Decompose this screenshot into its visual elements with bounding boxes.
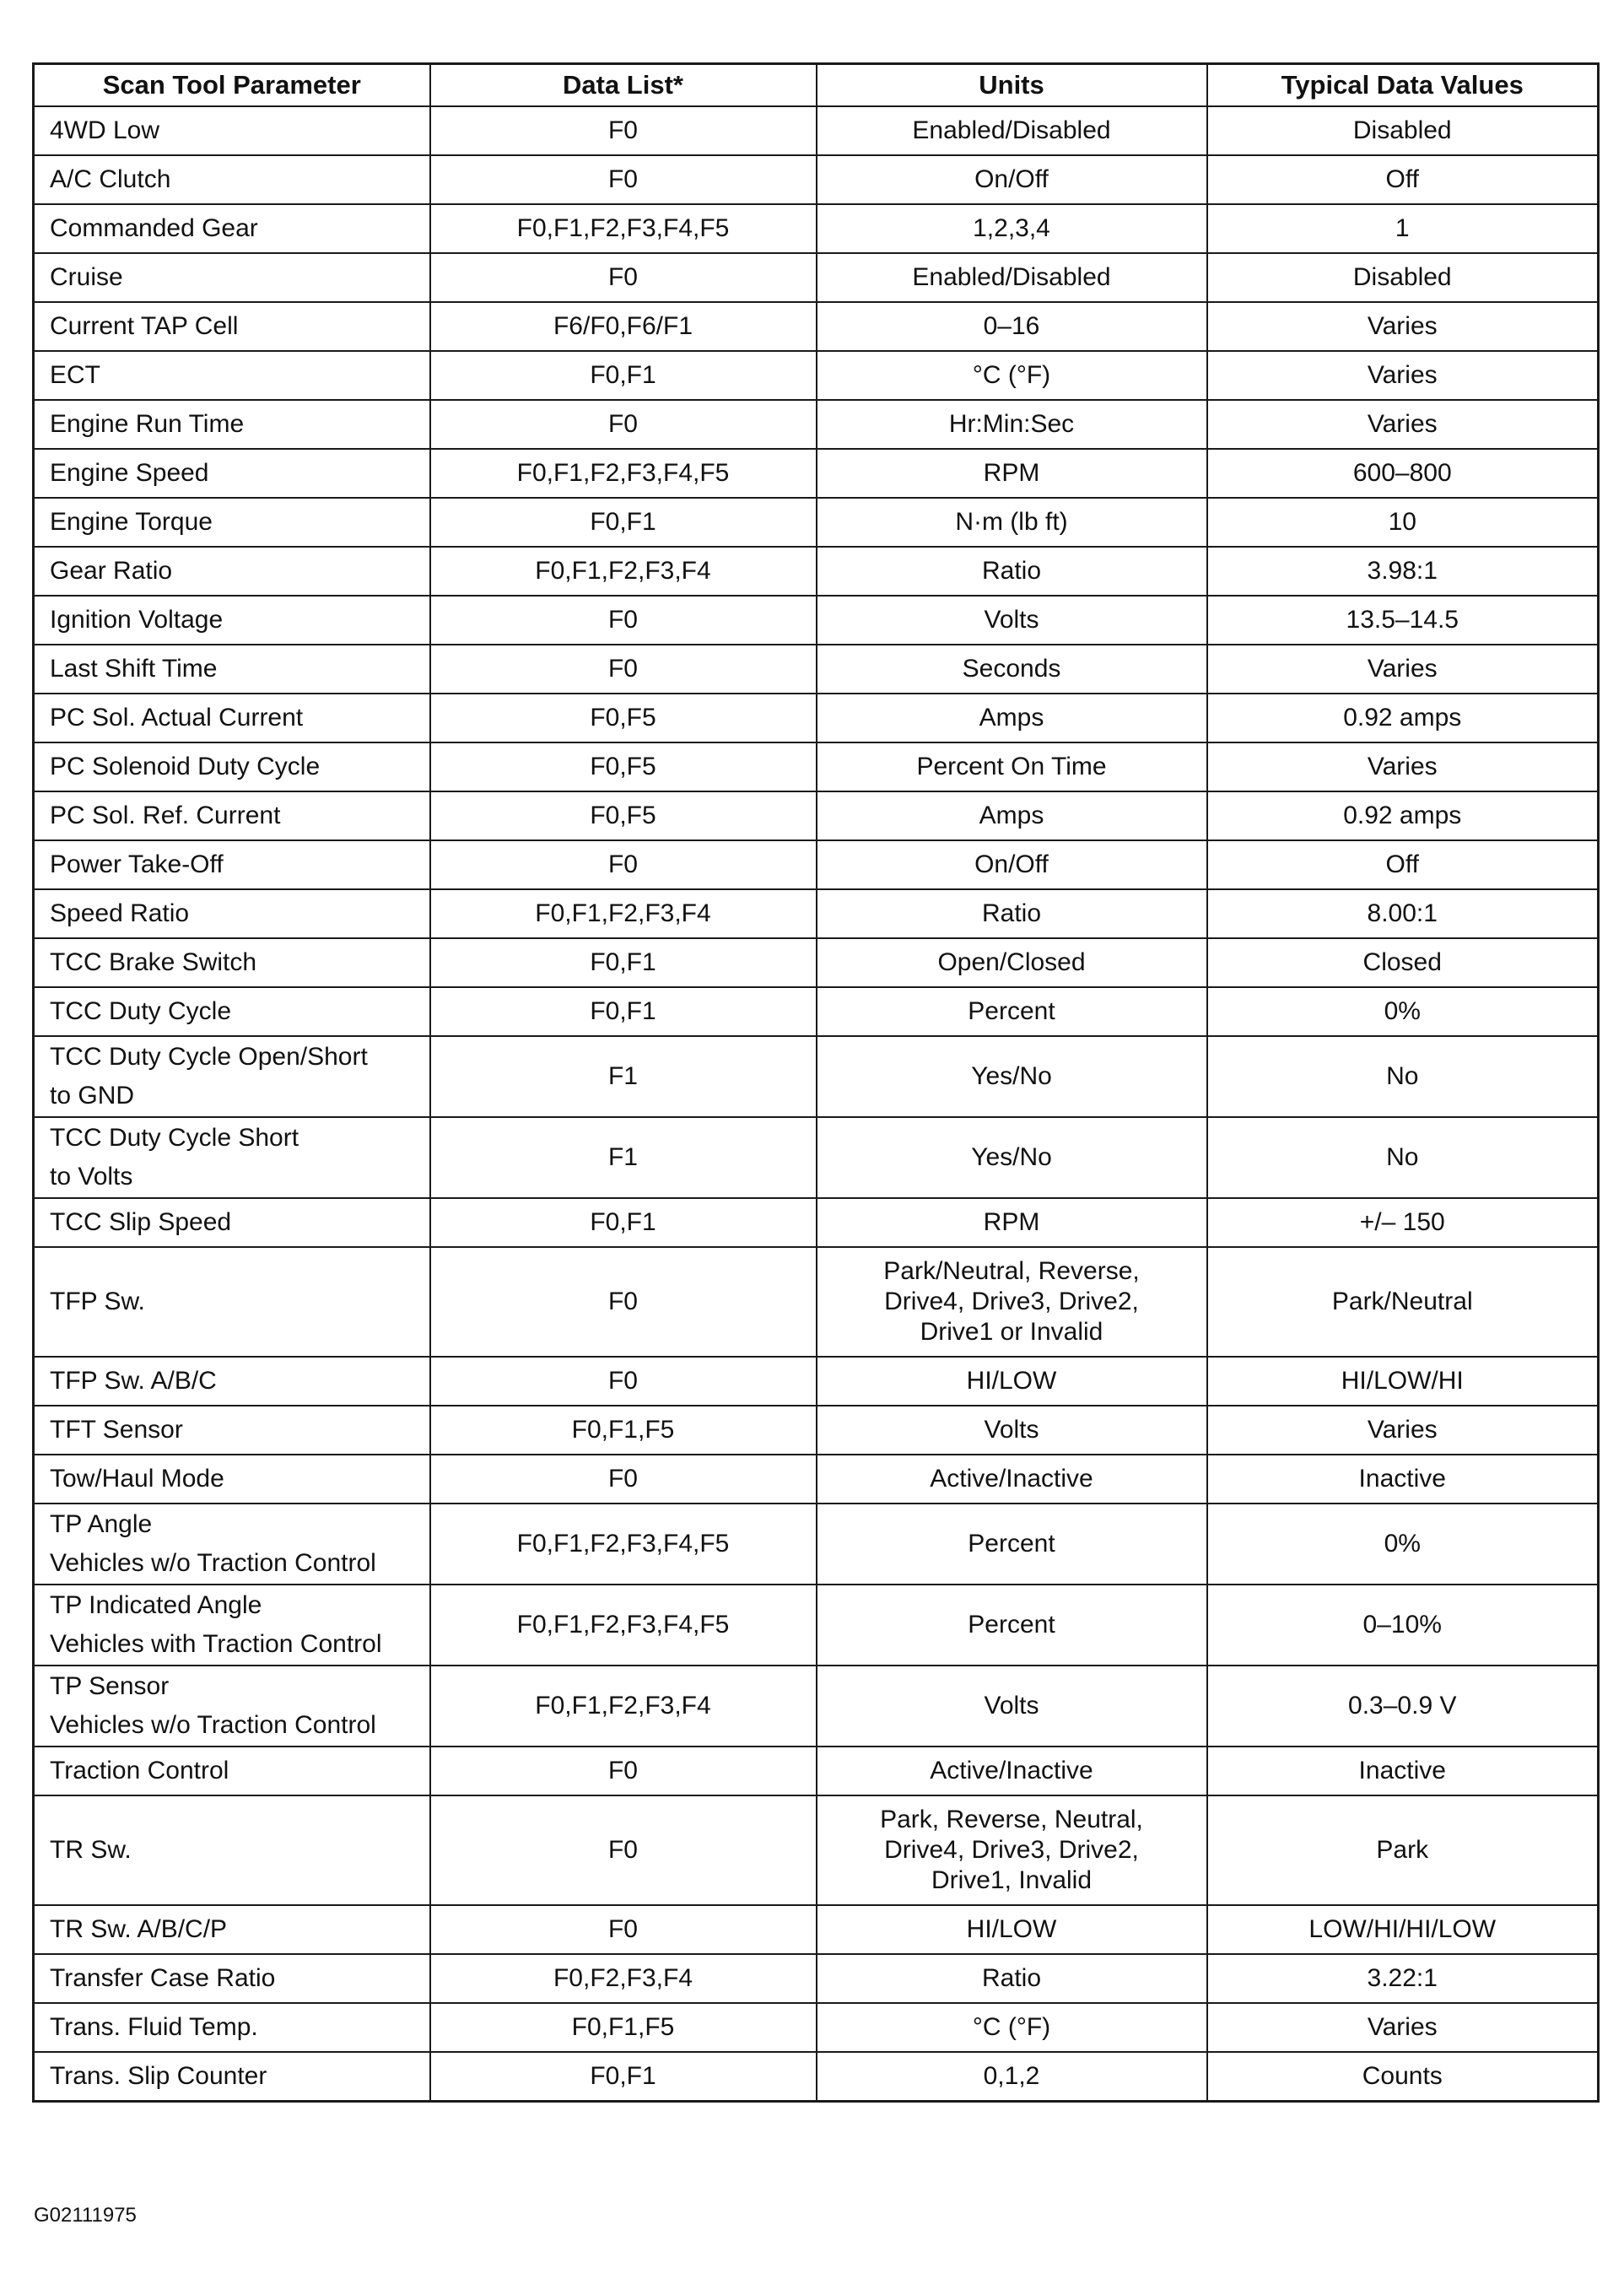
units-line: Ratio <box>981 557 1042 585</box>
cell-parameter <box>34 2052 430 2102</box>
units-line: Percent On Time <box>916 753 1107 780</box>
header-data-list: Data List* <box>430 64 817 107</box>
cell-typical-value: 600–800 <box>1207 449 1599 498</box>
cell-typical-value: Off <box>1207 155 1599 204</box>
table-row <box>34 155 1599 204</box>
parameter-line: TR Sw. A/B/C/P <box>50 1915 228 1943</box>
table-row <box>34 1036 1599 1117</box>
cell-parameter <box>34 1406 430 1455</box>
cell-parameter <box>34 253 430 302</box>
cell-units <box>817 155 1207 204</box>
parameter-line: Current TAP Cell <box>50 312 239 340</box>
table-row <box>34 1357 1599 1406</box>
table-row <box>34 987 1599 1036</box>
parameter-line: Vehicles w/o Traction Control <box>50 1711 376 1739</box>
units-line: Amps <box>979 802 1044 829</box>
table-row <box>34 938 1599 987</box>
parameter-line: to Volts <box>50 1163 133 1190</box>
cell-parameter <box>34 889 430 938</box>
parameter-line: PC Sol. Ref. Current <box>50 802 281 829</box>
units-line: 0,1,2 <box>983 2062 1040 2090</box>
parameter-line: Vehicles w/o Traction Control <box>50 1549 376 1577</box>
cell-typical-value: Inactive <box>1207 1747 1599 1795</box>
units-line: Park, Reverse, Neutral, <box>880 1806 1143 1833</box>
cell-parameter <box>34 2003 430 2052</box>
cell-parameter <box>34 498 430 547</box>
table-row <box>34 1455 1599 1504</box>
table-row <box>34 1117 1599 1198</box>
parameter-line: TCC Duty Cycle Short <box>50 1124 299 1152</box>
cell-typical-value: Varies <box>1207 2003 1599 2052</box>
cell-data-list: F0 <box>430 106 817 155</box>
header-typical-data-values: Typical Data Values <box>1207 64 1599 107</box>
cell-typical-value: 3.98:1 <box>1207 547 1599 596</box>
table-header-row <box>34 64 1599 107</box>
table-row <box>34 498 1599 547</box>
cell-units <box>817 2052 1207 2102</box>
table-row <box>34 351 1599 400</box>
parameter-line: TCC Duty Cycle <box>50 997 232 1025</box>
units-line: Drive1 or Invalid <box>920 1318 1103 1346</box>
table-row <box>34 889 1599 938</box>
table-row <box>34 791 1599 840</box>
cell-typical-value: Inactive <box>1207 1455 1599 1504</box>
cell-units <box>817 1795 1207 1905</box>
table-row <box>34 1666 1599 1747</box>
cell-data-list: F0 <box>430 645 817 694</box>
cell-data-list: F0,F1,F2,F3,F4 <box>430 1666 817 1747</box>
parameter-line: TR Sw. <box>50 1836 132 1864</box>
table-row <box>34 1954 1599 2003</box>
cell-typical-value: 0.92 amps <box>1207 791 1599 840</box>
table-row <box>34 547 1599 596</box>
cell-typical-value: HI/LOW/HI <box>1207 1357 1599 1406</box>
parameter-line: Engine Torque <box>50 508 213 536</box>
cell-units <box>817 987 1207 1036</box>
cell-typical-value: Park/Neutral <box>1207 1247 1599 1357</box>
units-line: Volts <box>984 1692 1039 1720</box>
cell-data-list: F0,F1 <box>430 938 817 987</box>
units-line: Percent <box>968 997 1055 1025</box>
cell-data-list: F0,F1 <box>430 1198 817 1247</box>
cell-data-list: F1 <box>430 1036 817 1117</box>
cell-data-list: F0,F5 <box>430 694 817 742</box>
table-row <box>34 694 1599 742</box>
cell-typical-value: +/– 150 <box>1207 1198 1599 1247</box>
cell-parameter <box>34 645 430 694</box>
cell-units <box>817 938 1207 987</box>
cell-data-list: F0,F1,F2,F3,F4 <box>430 889 817 938</box>
cell-units <box>817 1504 1207 1585</box>
cell-data-list: F0,F1 <box>430 498 817 547</box>
parameter-line: Trans. Slip Counter <box>50 2062 267 2090</box>
parameter-line: Power Take-Off <box>50 850 224 878</box>
units-line: °C (°F) <box>972 2013 1051 2041</box>
parameter-line: TFP Sw. <box>50 1288 145 1315</box>
table-row <box>34 596 1599 645</box>
units-line: On/Off <box>974 165 1049 193</box>
table-row <box>34 1198 1599 1247</box>
units-line: N·m (lb ft) <box>955 508 1068 536</box>
cell-data-list: F0 <box>430 155 817 204</box>
cell-parameter <box>34 1117 430 1198</box>
cell-units <box>817 1954 1207 2003</box>
cell-units <box>817 645 1207 694</box>
cell-units <box>817 1585 1207 1666</box>
header-scan-tool-parameter: Scan Tool Parameter <box>34 64 430 107</box>
cell-typical-value: No <box>1207 1117 1599 1198</box>
parameter-line: TFP Sw. A/B/C <box>50 1367 217 1395</box>
cell-typical-value: 3.22:1 <box>1207 1954 1599 2003</box>
cell-units <box>817 1455 1207 1504</box>
cell-parameter <box>34 106 430 155</box>
units-line: Volts <box>984 1416 1039 1444</box>
parameter-line: TFT Sensor <box>50 1416 183 1444</box>
table-row <box>34 302 1599 351</box>
cell-parameter <box>34 155 430 204</box>
cell-units <box>817 596 1207 645</box>
units-line: RPM <box>983 459 1040 487</box>
cell-parameter <box>34 1247 430 1357</box>
cell-parameter <box>34 1198 430 1247</box>
cell-typical-value: Counts <box>1207 2052 1599 2102</box>
scan-tool-data-table <box>32 62 1600 2103</box>
cell-parameter <box>34 204 430 253</box>
cell-units <box>817 1357 1207 1406</box>
units-line: Seconds <box>962 655 1061 683</box>
cell-parameter <box>34 1666 430 1747</box>
cell-data-list: F0 <box>430 1795 817 1905</box>
table-row <box>34 840 1599 889</box>
parameter-line: Tow/Haul Mode <box>50 1465 224 1493</box>
table-row <box>34 106 1599 155</box>
cell-typical-value: Varies <box>1207 400 1599 449</box>
table-row <box>34 1406 1599 1455</box>
cell-units <box>817 1117 1207 1198</box>
units-line: Yes/No <box>971 1143 1052 1171</box>
cell-data-list: F0,F1,F2,F3,F4,F5 <box>430 204 817 253</box>
cell-units <box>817 1406 1207 1455</box>
cell-units <box>817 1198 1207 1247</box>
cell-typical-value: 10 <box>1207 498 1599 547</box>
cell-data-list: F0,F1,F5 <box>430 2003 817 2052</box>
cell-typical-value: Varies <box>1207 1406 1599 1455</box>
cell-parameter <box>34 694 430 742</box>
cell-parameter <box>34 840 430 889</box>
cell-data-list: F0,F1,F2,F3,F4 <box>430 547 817 596</box>
units-line: 1,2,3,4 <box>973 214 1050 242</box>
parameter-line: A/C Clutch <box>50 165 171 193</box>
header-units: Units <box>817 64 1207 107</box>
cell-units <box>817 1747 1207 1795</box>
cell-parameter <box>34 1954 430 2003</box>
parameter-line: Trans. Fluid Temp. <box>50 2013 258 2041</box>
units-line: Ratio <box>981 899 1042 927</box>
parameter-line: PC Solenoid Duty Cycle <box>50 753 321 780</box>
cell-parameter <box>34 1036 430 1117</box>
cell-data-list: F0,F1,F2,F3,F4,F5 <box>430 1504 817 1585</box>
cell-data-list: F0 <box>430 1747 817 1795</box>
cell-data-list: F0,F1 <box>430 987 817 1036</box>
table-row <box>34 742 1599 791</box>
cell-parameter <box>34 1585 430 1666</box>
cell-units <box>817 2003 1207 2052</box>
units-line: Yes/No <box>971 1062 1052 1090</box>
cell-units <box>817 400 1207 449</box>
cell-data-list: F0,F1,F2,F3,F4,F5 <box>430 1585 817 1666</box>
cell-typical-value: LOW/HI/HI/LOW <box>1207 1905 1599 1954</box>
units-line: RPM <box>983 1208 1040 1236</box>
cell-data-list: F0,F1,F2,F3,F4,F5 <box>430 449 817 498</box>
cell-units <box>817 253 1207 302</box>
cell-data-list: F0 <box>430 1247 817 1357</box>
parameter-line: Speed Ratio <box>50 899 190 927</box>
cell-data-list: F0,F2,F3,F4 <box>430 1954 817 2003</box>
units-line: Percent <box>968 1611 1055 1639</box>
table-row <box>34 2052 1599 2102</box>
cell-typical-value: Closed <box>1207 938 1599 987</box>
parameter-line: Engine Run Time <box>50 410 245 438</box>
cell-data-list: F0 <box>430 840 817 889</box>
units-line: On/Off <box>974 850 1049 878</box>
units-line: Drive4, Drive3, Drive2, <box>884 1288 1139 1315</box>
cell-parameter <box>34 547 430 596</box>
parameter-line: Cruise <box>50 263 123 291</box>
cell-units <box>817 694 1207 742</box>
units-line: Volts <box>984 606 1039 634</box>
cell-typical-value: 1 <box>1207 204 1599 253</box>
table-body <box>34 106 1599 2102</box>
units-line: Percent <box>968 1530 1055 1558</box>
parameter-line: ECT <box>50 361 100 389</box>
cell-typical-value: 13.5–14.5 <box>1207 596 1599 645</box>
cell-units <box>817 302 1207 351</box>
parameter-line: Transfer Case Ratio <box>50 1964 276 1992</box>
cell-units <box>817 547 1207 596</box>
cell-parameter <box>34 449 430 498</box>
units-line: Drive1, Invalid <box>931 1866 1093 1894</box>
units-line: 0–16 <box>983 312 1040 340</box>
cell-typical-value: No <box>1207 1036 1599 1117</box>
cell-parameter <box>34 938 430 987</box>
parameter-line: TP Indicated Angle <box>50 1591 262 1619</box>
cell-typical-value: Park <box>1207 1795 1599 1905</box>
cell-parameter <box>34 1357 430 1406</box>
cell-units <box>817 1247 1207 1357</box>
table-row <box>34 449 1599 498</box>
cell-typical-value: 0% <box>1207 1504 1599 1585</box>
table-row <box>34 2003 1599 2052</box>
cell-parameter <box>34 302 430 351</box>
cell-parameter <box>34 791 430 840</box>
table-row <box>34 1504 1599 1585</box>
cell-typical-value: 0.3–0.9 V <box>1207 1666 1599 1747</box>
units-line: Enabled/Disabled <box>912 116 1111 144</box>
cell-units <box>817 106 1207 155</box>
cell-typical-value: Off <box>1207 840 1599 889</box>
units-line: °C (°F) <box>972 361 1051 389</box>
cell-typical-value: Disabled <box>1207 106 1599 155</box>
units-line: Enabled/Disabled <box>912 263 1111 291</box>
cell-data-list: F0 <box>430 1905 817 1954</box>
cell-typical-value: 0.92 amps <box>1207 694 1599 742</box>
figure-id: G02111975 <box>34 2204 137 2227</box>
cell-units <box>817 351 1207 400</box>
cell-parameter <box>34 1504 430 1585</box>
table-row <box>34 1247 1599 1357</box>
parameter-line: Gear Ratio <box>50 557 173 585</box>
cell-units <box>817 742 1207 791</box>
parameter-line: TCC Slip Speed <box>50 1208 232 1236</box>
units-line: Drive4, Drive3, Drive2, <box>884 1836 1139 1864</box>
parameter-line: Traction Control <box>50 1757 229 1784</box>
units-line: Park/Neutral, Reverse, <box>883 1257 1140 1285</box>
cell-data-list: F0 <box>430 596 817 645</box>
table-row <box>34 1795 1599 1905</box>
parameter-line: Vehicles with Traction Control <box>50 1630 382 1658</box>
cell-parameter <box>34 1905 430 1954</box>
cell-data-list: F0,F5 <box>430 742 817 791</box>
cell-data-list: F0 <box>430 253 817 302</box>
cell-typical-value: Varies <box>1207 302 1599 351</box>
units-line: Active/Inactive <box>930 1465 1093 1493</box>
units-line: Active/Inactive <box>930 1757 1093 1784</box>
cell-data-list: F0 <box>430 1357 817 1406</box>
parameter-line: PC Sol. Actual Current <box>50 704 304 732</box>
table-row <box>34 1747 1599 1795</box>
cell-units <box>817 1905 1207 1954</box>
cell-units <box>817 791 1207 840</box>
cell-data-list: F0 <box>430 400 817 449</box>
cell-parameter <box>34 1795 430 1905</box>
units-line: HI/LOW <box>966 1915 1057 1943</box>
parameter-line: Ignition Voltage <box>50 606 224 634</box>
units-line: Hr:Min:Sec <box>948 410 1075 438</box>
cell-typical-value: 0–10% <box>1207 1585 1599 1666</box>
cell-parameter <box>34 742 430 791</box>
cell-data-list: F1 <box>430 1117 817 1198</box>
cell-parameter <box>34 1455 430 1504</box>
cell-parameter <box>34 351 430 400</box>
cell-data-list: F0 <box>430 1455 817 1504</box>
units-line: Open/Closed <box>937 948 1086 976</box>
cell-typical-value: Varies <box>1207 351 1599 400</box>
table-row <box>34 204 1599 253</box>
units-line: Ratio <box>981 1964 1042 1992</box>
cell-parameter <box>34 400 430 449</box>
cell-parameter <box>34 987 430 1036</box>
parameter-line: 4WD Low <box>50 116 160 144</box>
cell-data-list: F0,F1 <box>430 351 817 400</box>
cell-data-list: F6/F0,F6/F1 <box>430 302 817 351</box>
parameter-line: TP Angle <box>50 1510 153 1538</box>
cell-typical-value: Varies <box>1207 742 1599 791</box>
table-row <box>34 1905 1599 1954</box>
table-row <box>34 253 1599 302</box>
cell-typical-value: 8.00:1 <box>1207 889 1599 938</box>
cell-data-list: F0,F1 <box>430 2052 817 2102</box>
cell-units <box>817 449 1207 498</box>
cell-units <box>817 840 1207 889</box>
cell-units <box>817 1036 1207 1117</box>
units-line: HI/LOW <box>966 1367 1057 1395</box>
cell-units <box>817 889 1207 938</box>
units-line: Amps <box>979 704 1044 732</box>
cell-units <box>817 204 1207 253</box>
table-row <box>34 1585 1599 1666</box>
cell-typical-value: Varies <box>1207 645 1599 694</box>
parameter-line: Commanded Gear <box>50 214 258 242</box>
cell-parameter <box>34 1747 430 1795</box>
parameter-line: Last Shift Time <box>50 655 218 683</box>
cell-units <box>817 1666 1207 1747</box>
table-row <box>34 400 1599 449</box>
parameter-line: TP Sensor <box>50 1672 170 1700</box>
cell-units <box>817 498 1207 547</box>
cell-parameter <box>34 596 430 645</box>
cell-typical-value: 0% <box>1207 987 1599 1036</box>
cell-data-list: F0,F5 <box>430 791 817 840</box>
parameter-line: TCC Brake Switch <box>50 948 257 976</box>
parameter-line: Engine Speed <box>50 459 209 487</box>
parameter-line: to GND <box>50 1082 135 1110</box>
table-row <box>34 645 1599 694</box>
parameter-line: TCC Duty Cycle Open/Short <box>50 1043 368 1071</box>
cell-data-list: F0,F1,F5 <box>430 1406 817 1455</box>
cell-typical-value: Disabled <box>1207 253 1599 302</box>
